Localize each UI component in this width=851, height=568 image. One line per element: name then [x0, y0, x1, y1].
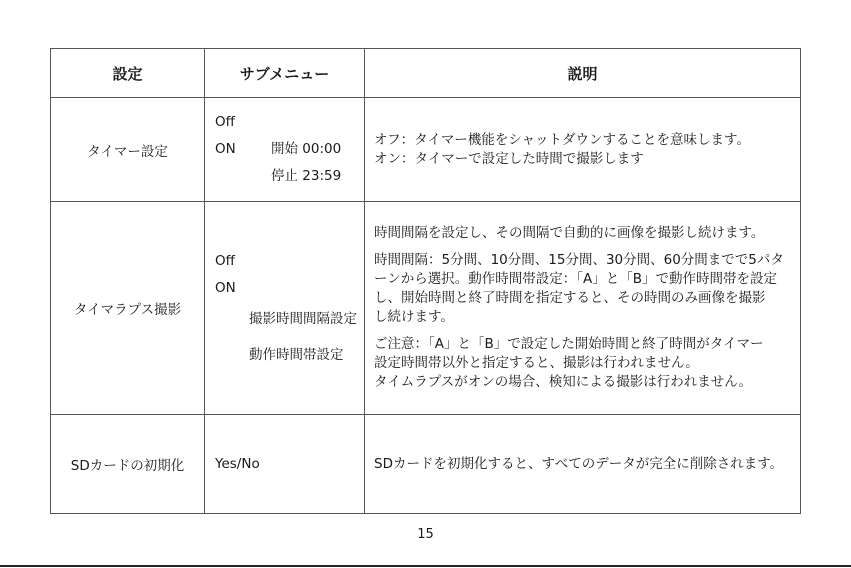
submenu-stop-line [215, 163, 364, 190]
header-submenu: サブメニュー [205, 49, 365, 98]
submenu-stop: 停止 23:59 [271, 168, 342, 184]
description-line: ーンから選択。動作時間帯設定：「A」と「B」で動作時間帯を設定 [374, 271, 777, 287]
description-line: オン：タイマーで設定した時間で撮影します [374, 150, 644, 167]
description-line: 設定時間帯以外と指定すると、撮影は行われません。 [374, 355, 699, 371]
page-bottom-rule [0, 565, 851, 567]
submenu-period: 動作時間帯設定 [249, 346, 344, 363]
settings-table [50, 48, 801, 514]
table-row-timelapse [51, 202, 801, 415]
submenu-on-line [215, 136, 364, 163]
submenu-start: 開始 00:00 [271, 141, 342, 157]
description-line: ご注意：「A」と「B」で設定した開始時間と終了時間がタイマー [374, 336, 764, 352]
setting-cell: タイマラプス撮影 [51, 202, 205, 415]
page-number: 15 [417, 527, 434, 542]
submenu-period-line [215, 342, 364, 369]
setting-cell: タイマー設定 [51, 98, 205, 202]
submenu-value: Yes/No [215, 455, 260, 472]
table-row-sd-format [51, 415, 801, 514]
table-row-timer [51, 98, 801, 202]
submenu-cell [205, 415, 365, 514]
submenu-off: Off [215, 252, 235, 269]
submenu-on: ON [215, 141, 236, 157]
submenu-interval-line [215, 306, 364, 333]
submenu-interval: 撮影時間間隔設定 [249, 310, 357, 327]
description-line: 時間間隔：5分間、10分間、15分間、30分間、60分間までで5パタ [374, 252, 784, 268]
description-line: オフ：タイマー機能をシャットダウンすることを意味します。 [374, 131, 750, 148]
description-cell [365, 202, 801, 415]
description-line: し、開始時間と終了時間を指定すると、その時間のみ画像を撮影 [374, 290, 766, 306]
submenu-cell [205, 98, 365, 202]
submenu-off: Off [215, 114, 235, 130]
header-setting: 設定 [51, 49, 205, 98]
setting-cell: SDカードの初期化 [51, 415, 205, 514]
description-line: し続けます。 [374, 309, 454, 325]
submenu-on: ON [215, 279, 236, 296]
submenu-cell [205, 202, 365, 415]
table-header-row [51, 49, 801, 98]
description-line: 時間間隔を設定し、その間隔で自動的に画像を撮影し続けます。 [374, 225, 765, 241]
description-line: タイムラプスがオンの場合、検知による撮影は行われません。 [374, 374, 752, 390]
description-cell [365, 415, 801, 514]
description-cell [365, 98, 801, 202]
description-line: SDカードを初期化すると、すべてのデータが完全に削除されます。 [374, 455, 784, 472]
header-description: 説明 [365, 49, 801, 98]
